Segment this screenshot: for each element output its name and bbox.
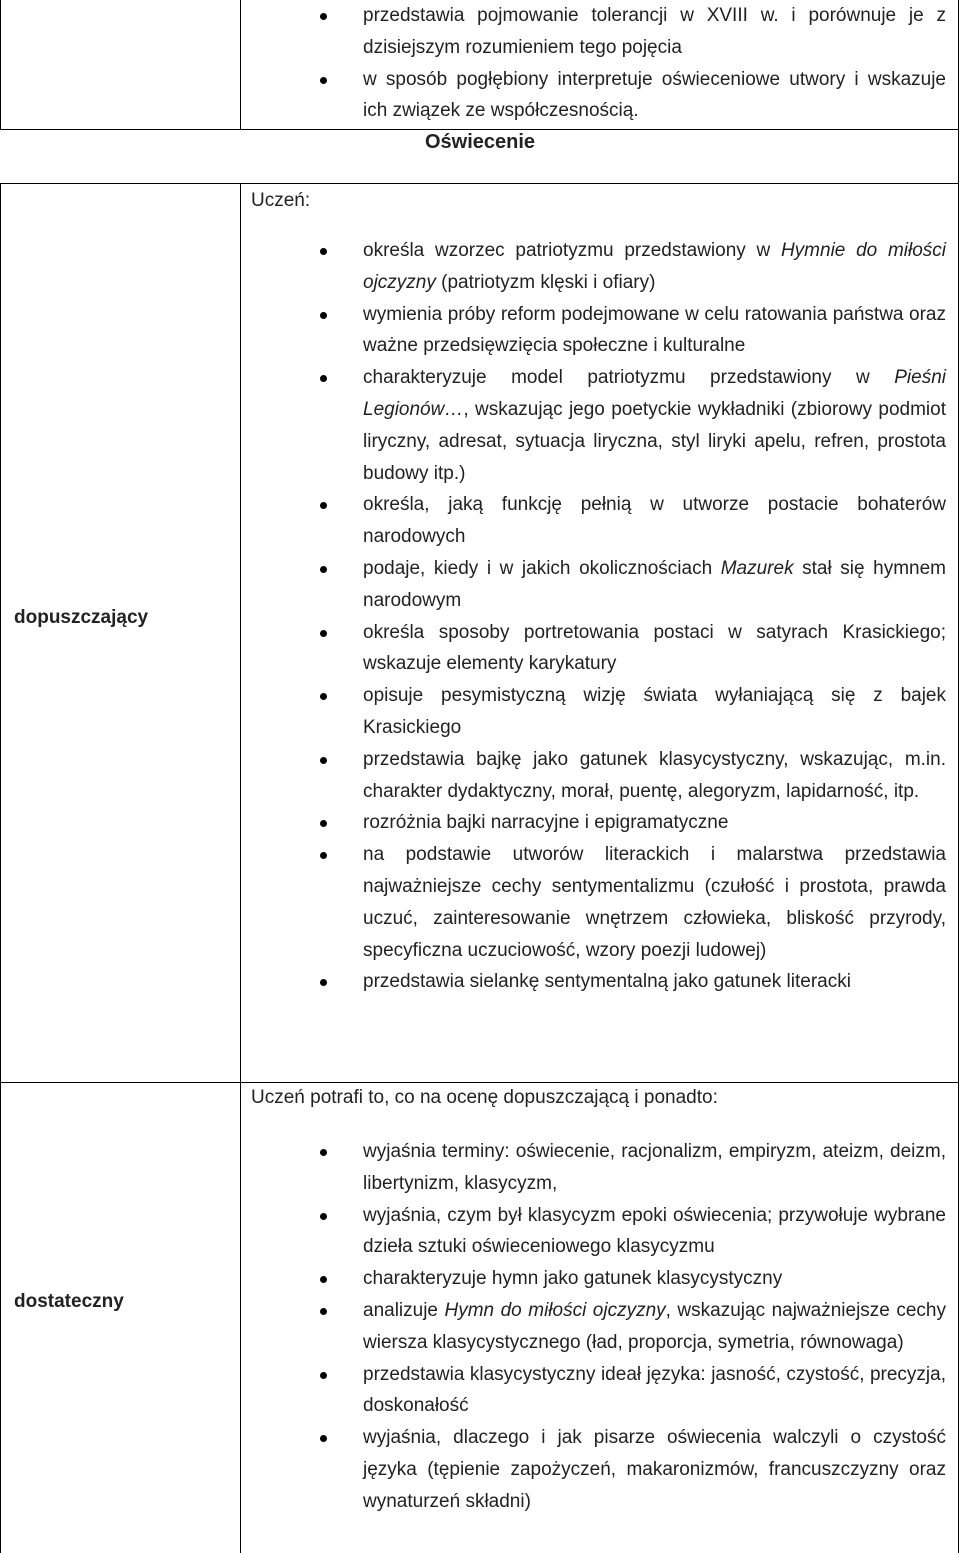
bullet-icon — [320, 1372, 327, 1379]
table-border-right — [958, 0, 959, 1553]
column-divider — [240, 183, 241, 1553]
list-item-text: wymienia próby reform podejmowane w celu ratowania państwa oraz ważne przedsięwzięcia społeczne i kulturalne — [363, 303, 946, 357]
bullet-icon — [320, 852, 327, 859]
top-criteria-list — [320, 0, 946, 127]
list-item-text: przedstawia sielankę sentymentalną jako gatunek literacki — [363, 971, 851, 993]
bullet-icon — [320, 375, 327, 382]
work-title: Mazurek — [720, 557, 794, 579]
list-item-text: wyjaśnia, czym był klasycyzm epoki oświecenia; przywołuje wybrane dzieła sztuki oświeceniowego klasycyzmu — [363, 1204, 946, 1258]
list-item — [320, 1263, 946, 1295]
table-border-left — [0, 0, 1, 129]
list-item — [320, 362, 946, 489]
list-item-text: (patriotyzm klęski i ofiary) — [435, 271, 656, 293]
bullet-icon — [320, 1149, 327, 1156]
bullet-icon — [320, 1435, 327, 1442]
bullet-icon — [320, 757, 327, 764]
list-item-text: rozróżnia bajki narracyjne i epigramatyczne — [363, 812, 729, 834]
column-divider — [240, 0, 241, 129]
row-divider — [0, 183, 959, 184]
list-item-text: wyjaśnia terminy: oświecenie, racjonalizm, empiryzm, ateizm, deizm, libertynizm, klasycyzm, — [363, 1141, 946, 1194]
list-item-text: wyjaśnia, dlaczego i jak pisarze oświecenia walczyli o czystość języka (tępienie zapożyczeń, makaronizmów, francuszczyzny oraz wynaturzeń składni) — [363, 1427, 946, 1512]
bullet-icon — [320, 312, 327, 319]
list-item-text: opisuje pesymistyczną wizję świata wyłaniającą się z bajek Krasickiego — [363, 685, 946, 738]
list-item-text: stał się hymnem narodowym — [363, 557, 947, 611]
list-item — [320, 235, 946, 299]
list-item — [320, 1200, 946, 1264]
bullet-icon — [320, 820, 327, 827]
list-item-text: określa sposoby portretowania postaci w satyrach Krasickiego; wskazuje elementy karykatury — [363, 621, 946, 675]
list-item-text: na podstawie utworów literackich i malarstwa przedstawia najważniejsze cechy sentymentalizmu (czułość i prostota, prawda uczuć, zainteresowanie wnętrzem człowieka, bliskość przyrody, specyficzna uczuciowość, wzory poezji ludowej) — [363, 844, 946, 961]
list-item-text: , wskazując najważniejsze cechy wiersza klasycystycznego (ład, proporcja, symetria, równowaga) — [363, 1299, 946, 1353]
bullet-icon — [320, 248, 327, 255]
list-item — [320, 553, 946, 617]
list-item-text: określa wzorzec patriotyzmu przedstawiony w — [363, 240, 781, 261]
list-item-text: charakteryzuje model patriotyzmu przedstawiony w — [363, 367, 895, 389]
list-item — [320, 1136, 946, 1200]
bullet-icon — [320, 1276, 327, 1283]
bullet-icon — [320, 502, 327, 509]
list-item — [320, 966, 946, 998]
list-item — [320, 0, 946, 64]
list-item-text: przedstawia klasycystyczny ideał języka: jasność, czystość, precyzja, doskonałość — [363, 1363, 946, 1417]
list-item-text: przedstawia pojmowanie tolerancji w XVIII w. i porównuje je z dzisiejszym rozumieniem tego pojęcia — [363, 5, 946, 58]
list-item — [320, 807, 946, 839]
grade-dopuszczajacy: dopuszczający — [14, 607, 149, 628]
dopuszczajacy-criteria-list — [320, 235, 946, 998]
grade-dostateczny: dostateczny — [14, 1291, 124, 1312]
row-divider — [0, 129, 959, 130]
work-title: Pieśni Legionów… — [363, 367, 946, 420]
dostateczny-intro: Uczeń potrafi to, co na ocenę dopuszczającą i ponadto: — [251, 1087, 718, 1108]
list-item-text: analizuje — [363, 1299, 445, 1321]
list-item-text: charakteryzuje hymn jako gatunek klasycystyczny — [363, 1268, 783, 1290]
list-item — [320, 1359, 946, 1423]
bullet-icon — [320, 566, 327, 573]
work-title: Hymnie do miłości ojczyzny — [363, 240, 947, 293]
bullet-icon — [320, 13, 327, 20]
bullet-icon — [320, 1213, 327, 1220]
list-item — [320, 744, 946, 808]
bullet-icon — [320, 77, 327, 84]
list-item — [320, 1295, 946, 1359]
bullet-icon — [320, 693, 327, 700]
list-item — [320, 839, 946, 966]
list-item — [320, 489, 946, 553]
section-title: Oświecenie — [424, 131, 536, 153]
work-title: Hymn do miłości ojczyzny — [444, 1299, 666, 1321]
list-item-text: w sposób pogłębiony interpretuje oświeceniowe utwory i wskazuje ich związek ze współczesnością. — [363, 68, 946, 122]
bullet-icon — [320, 630, 327, 637]
dostateczny-criteria-list — [320, 1136, 946, 1518]
bullet-icon — [320, 1308, 327, 1315]
list-item — [320, 64, 946, 128]
list-item — [320, 680, 946, 744]
table-border-left — [0, 183, 1, 1553]
list-item — [320, 299, 946, 363]
list-item-text: określa, jaką funkcję pełnią w utworze postacie bohaterów narodowych — [363, 494, 946, 548]
list-item-text: , wskazując jego poetyckie wykładniki (zbiorowy podmiot liryczny, adresat, sytuacja liryczna, styl liryki apelu, refren, prostota budowy itp.) — [363, 398, 946, 484]
list-item — [320, 1422, 946, 1517]
list-item-text: podaje, kiedy i w jakich okolicznościach — [363, 557, 721, 579]
list-item-text: przedstawia bajkę jako gatunek klasycystyczny, wskazując, m.in. charakter dydaktyczny, morał, puentę, alegoryzm, lapidarność, itp. — [363, 748, 946, 802]
bullet-icon — [320, 979, 327, 986]
list-item — [320, 617, 946, 681]
uczen-label: Uczeń: — [251, 190, 311, 211]
